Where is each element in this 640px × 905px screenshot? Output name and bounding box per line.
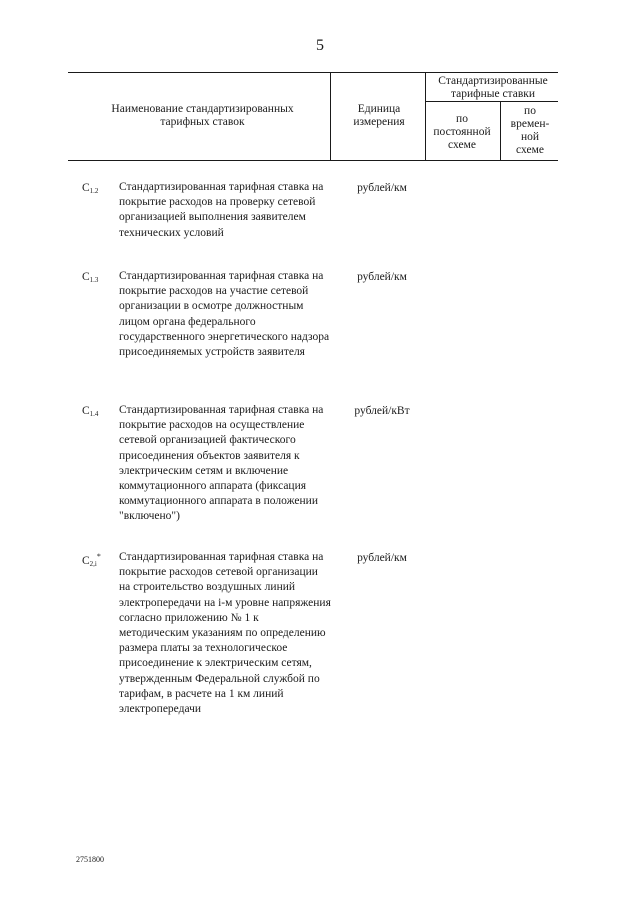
rate-description: Стандартизированная тарифная ставка на покрытие расходов на проверку сетевой организацией выполнения заявителем технических условий: [119, 181, 324, 239]
document-id: 2751800: [76, 855, 104, 864]
rate-code: $C_{2,i}^*$: [82, 552, 101, 568]
header-divider-2: [425, 72, 426, 160]
header-unit: Единица измерения: [353, 103, 405, 128]
rate-description: Стандартизированная тарифная ставка на покрытие расходов сетевой организации на строительство воздушных линий электропередачи на i-м уровне напряжения согласно приложению № 1 к методическим указаниям по определению размера платы за технологическое присоединение к электрическим сетям, утвержденным Федеральной службой по тарифам, в расчете на 1 км линий электропередачи: [119, 551, 331, 716]
rate-description: Стандартизированная тарифная ставка на покрытие расходов на осуществление сетевой организацией фактического присоединения объектов заявителя к электрическим сетям и включение коммутационного аппарата (фиксация коммутационного аппарата в положении "включено"): [119, 404, 324, 523]
rate-unit: рублей/км: [357, 182, 407, 194]
header-rates: Стандартизированные тарифные ставки: [438, 75, 548, 100]
header-temporary-scheme: по времен- ной схеме: [510, 105, 550, 156]
rate-description: Стандартизированная тарифная ставка на покрытие расходов на участие сетевой организации в осмотре должностным лицом органа федерального государственного энергетического надзора присоединяемых устройств заявителя: [119, 270, 330, 359]
header-divider-1: [330, 72, 331, 160]
rate-code: $C_{1.3}$: [82, 271, 99, 284]
header-name: Наименование стандартизированных тарифных ставок: [111, 103, 294, 128]
header-bottom-rule: [68, 160, 558, 161]
rate-unit: рублей/км: [357, 271, 407, 283]
page-number: 5: [316, 37, 324, 54]
rate-code: $C_{1.2}$: [82, 182, 99, 195]
rate-code: $C_{1.4}$: [82, 405, 99, 418]
rates-subheader-rule: [425, 101, 558, 102]
header-permanent-scheme: по постоянной схеме: [433, 113, 491, 151]
header-divider-3: [500, 101, 501, 160]
header-top-rule: [68, 72, 558, 73]
rate-unit: рублей/км: [357, 552, 407, 564]
rate-unit: рублей/кВт: [354, 405, 410, 417]
